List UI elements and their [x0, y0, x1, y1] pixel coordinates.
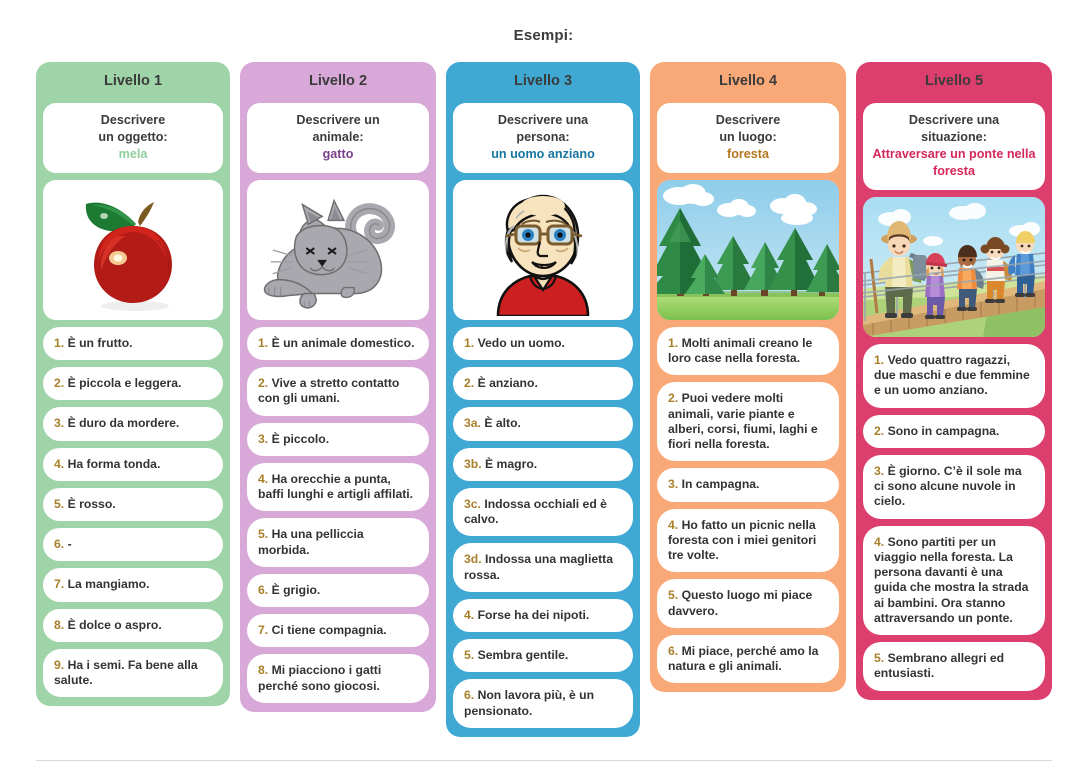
level-column-1 [36, 62, 230, 706]
level-5-header: Livello 5 [924, 73, 984, 89]
list-item [43, 327, 223, 360]
level-4-topic: foresta [727, 146, 769, 161]
level-3-prompt-card [453, 103, 633, 173]
item-number: 6. [54, 537, 65, 552]
list-item [43, 609, 223, 642]
item-number: 3c. [464, 496, 481, 511]
list-item [453, 599, 633, 632]
item-number: 2. [464, 376, 475, 391]
pine-forest-illustration [657, 180, 839, 320]
list-item [453, 448, 633, 481]
item-number: 5. [258, 527, 269, 542]
item-number: 6. [258, 582, 269, 597]
list-item [863, 415, 1045, 448]
list-item [247, 614, 429, 647]
item-number: 3b. [464, 456, 482, 471]
level-3-prompt-line1: Descrivere una [497, 112, 589, 127]
list-item [453, 327, 633, 360]
list-item [657, 327, 839, 376]
item-text: Ha forma tonda. [67, 456, 161, 471]
list-item [863, 526, 1045, 636]
item-number: 2. [874, 423, 885, 438]
list-item [43, 488, 223, 521]
level-column-4 [650, 62, 846, 692]
item-number: 5. [874, 651, 885, 666]
item-number: 6. [668, 643, 679, 658]
list-item [657, 468, 839, 501]
level-3-prompt-line2: persona: [516, 129, 570, 144]
item-text: È duro da mordere. [67, 416, 180, 431]
list-item [43, 528, 223, 561]
list-item [43, 649, 223, 698]
item-number: 1. [874, 352, 885, 367]
item-text: Vedo quattro ragazzi, due maschi e due femmine e un uomo anziano. [874, 352, 1030, 398]
item-number: 4. [874, 534, 885, 549]
item-text: Sono in campagna. [887, 423, 1000, 438]
level-1-prompt-card [43, 103, 223, 173]
list-item [863, 455, 1045, 519]
level-4-header: Livello 4 [718, 73, 778, 89]
item-number: 5. [54, 496, 65, 511]
level-2-prompt-line1: Descrivere un [296, 112, 380, 127]
level-5-items [863, 344, 1045, 691]
item-number: 2. [668, 391, 679, 406]
item-text: Sembrano allegri ed entusiasti. [874, 651, 1005, 681]
item-text: È giorno. C’è il sole ma ci sono alcune nuvole in cielo. [874, 463, 1022, 509]
list-item [863, 642, 1045, 691]
list-item [43, 448, 223, 481]
list-item [657, 579, 839, 628]
list-item [657, 635, 839, 684]
item-number: 7. [54, 577, 65, 592]
list-item [453, 543, 633, 592]
item-number: 3d. [464, 552, 482, 567]
item-text: Sono partiti per un viaggio nella foresta. La persona davanti è una guida che mostra la strada ai bambini. Ora stanno attraversando un ponte. [874, 534, 1029, 625]
list-item [247, 574, 429, 607]
item-text: Non lavora più, è un pensionato. [464, 688, 595, 718]
item-number: 3. [54, 416, 65, 431]
item-text: Molti animali creano le loro case nella foresta. [668, 335, 813, 366]
item-number: 1. [258, 335, 269, 350]
item-text: La mangiamo. [67, 577, 150, 592]
item-text: È magro. [485, 456, 538, 471]
level-1-items [43, 327, 223, 698]
level-5-prompt-line1: Descrivere una [908, 112, 1000, 127]
item-text: Vive a stretto contatto con gli umani. [258, 376, 400, 406]
levels-container [36, 62, 1052, 737]
item-text: È un frutto. [67, 335, 133, 350]
level-1-header: Livello 1 [103, 73, 163, 89]
list-item [247, 423, 429, 456]
list-item [43, 568, 223, 601]
bottom-divider [36, 760, 1052, 761]
item-text: In campagna. [681, 477, 760, 492]
item-text: Indossa una maglietta rossa. [464, 552, 613, 582]
item-number: 5. [464, 648, 475, 663]
item-text: Puoi vedere molti animali, varie piante e alberi, corsi, fiumi, laghi e fiori nella foresta. [668, 391, 818, 452]
item-number: 2. [54, 376, 65, 391]
item-number: 8. [54, 617, 65, 632]
item-text: È piccola e leggera. [67, 376, 182, 391]
list-item [43, 367, 223, 400]
level-5-prompt-card [863, 103, 1045, 190]
item-text: Ci tiene compagnia. [271, 623, 387, 638]
item-text: Mi piacciono i gatti perché sono giocosi. [258, 663, 382, 693]
level-4-prompt-line1: Descrivere [715, 112, 781, 127]
item-text: Ha orecchie a punta, baffi lunghi e artigli affilati. [258, 471, 414, 502]
red-apple-illustration [43, 180, 223, 320]
level-2-topic: gatto [322, 146, 354, 161]
item-number: 2. [258, 376, 269, 391]
item-text: È grigio. [271, 582, 321, 597]
list-item [247, 518, 429, 567]
list-item [453, 367, 633, 400]
list-item [453, 679, 633, 728]
item-text: Vedo un uomo. [477, 335, 565, 350]
level-5-prompt-line2: situazione: [921, 129, 987, 144]
item-number: 9. [54, 657, 65, 672]
item-number: 7. [258, 623, 269, 638]
level-column-3 [446, 62, 640, 737]
item-text: - [67, 537, 72, 552]
item-text: Forse ha dei nipoti. [477, 607, 590, 622]
level-2-header: Livello 2 [308, 73, 368, 89]
item-number: 5. [668, 588, 679, 603]
item-number: 4. [668, 517, 679, 532]
level-1-prompt-line2: un oggetto: [98, 129, 168, 144]
item-number: 4. [54, 456, 65, 471]
level-3-topic: un uomo anziano [491, 146, 595, 161]
list-item [657, 382, 839, 461]
elderly-man-illustration [453, 180, 633, 320]
level-4-items [657, 327, 839, 684]
level-5-topic: Attraversare un ponte nella foresta [872, 146, 1036, 178]
list-item [247, 654, 429, 703]
level-1-prompt-line1: Descrivere [100, 112, 166, 127]
list-item [43, 407, 223, 440]
item-number: 4. [464, 607, 475, 622]
list-item [247, 327, 429, 360]
item-text: È rosso. [67, 496, 116, 511]
item-number: 1. [54, 335, 65, 350]
level-3-items [453, 327, 633, 728]
item-text: Sembra gentile. [477, 648, 569, 663]
item-number: 4. [258, 471, 269, 486]
level-3-header: Livello 3 [513, 73, 573, 89]
item-text: È alto. [484, 416, 521, 431]
item-number: 1. [668, 335, 679, 350]
item-number: 3. [874, 463, 885, 478]
level-1-topic: mela [118, 146, 148, 161]
level-2-prompt-line2: animale: [312, 129, 364, 144]
item-text: Questo luogo mi piace davvero. [668, 588, 813, 618]
level-4-prompt-card [657, 103, 839, 173]
item-text: Ha una pelliccia morbida. [258, 527, 364, 557]
level-column-5 [856, 62, 1052, 700]
level-2-items [247, 327, 429, 703]
list-item [657, 509, 839, 573]
item-text: Indossa occhiali ed è calvo. [464, 496, 607, 527]
level-2-prompt-card [247, 103, 429, 173]
page-title: Esempi: [513, 27, 574, 44]
list-item [863, 344, 1045, 408]
item-text: È un animale domestico. [271, 335, 415, 350]
item-number: 3. [258, 431, 269, 446]
item-text: È dolce o aspro. [67, 617, 162, 632]
item-number: 3. [668, 477, 679, 492]
list-item [453, 488, 633, 537]
list-item [247, 463, 429, 512]
item-text: Ho fatto un picnic nella foresta con i miei genitori tre volte. [668, 517, 817, 563]
item-text: Ha i semi. Fa bene alla salute. [54, 657, 198, 688]
item-number: 1. [464, 335, 475, 350]
item-number: 6. [464, 688, 475, 703]
children-crossing-bridge-illustration [863, 197, 1045, 337]
level-column-2 [240, 62, 436, 712]
item-text: Mi piace, perché amo la natura e gli animali. [668, 643, 819, 674]
item-text: È anziano. [477, 376, 538, 391]
level-4-prompt-line2: un luogo: [719, 129, 777, 144]
list-item [453, 407, 633, 440]
item-number: 8. [258, 663, 269, 678]
item-number: 3a. [464, 416, 481, 431]
gray-cat-illustration [247, 180, 429, 320]
list-item [453, 639, 633, 672]
item-text: È piccolo. [271, 431, 330, 446]
list-item [247, 367, 429, 416]
